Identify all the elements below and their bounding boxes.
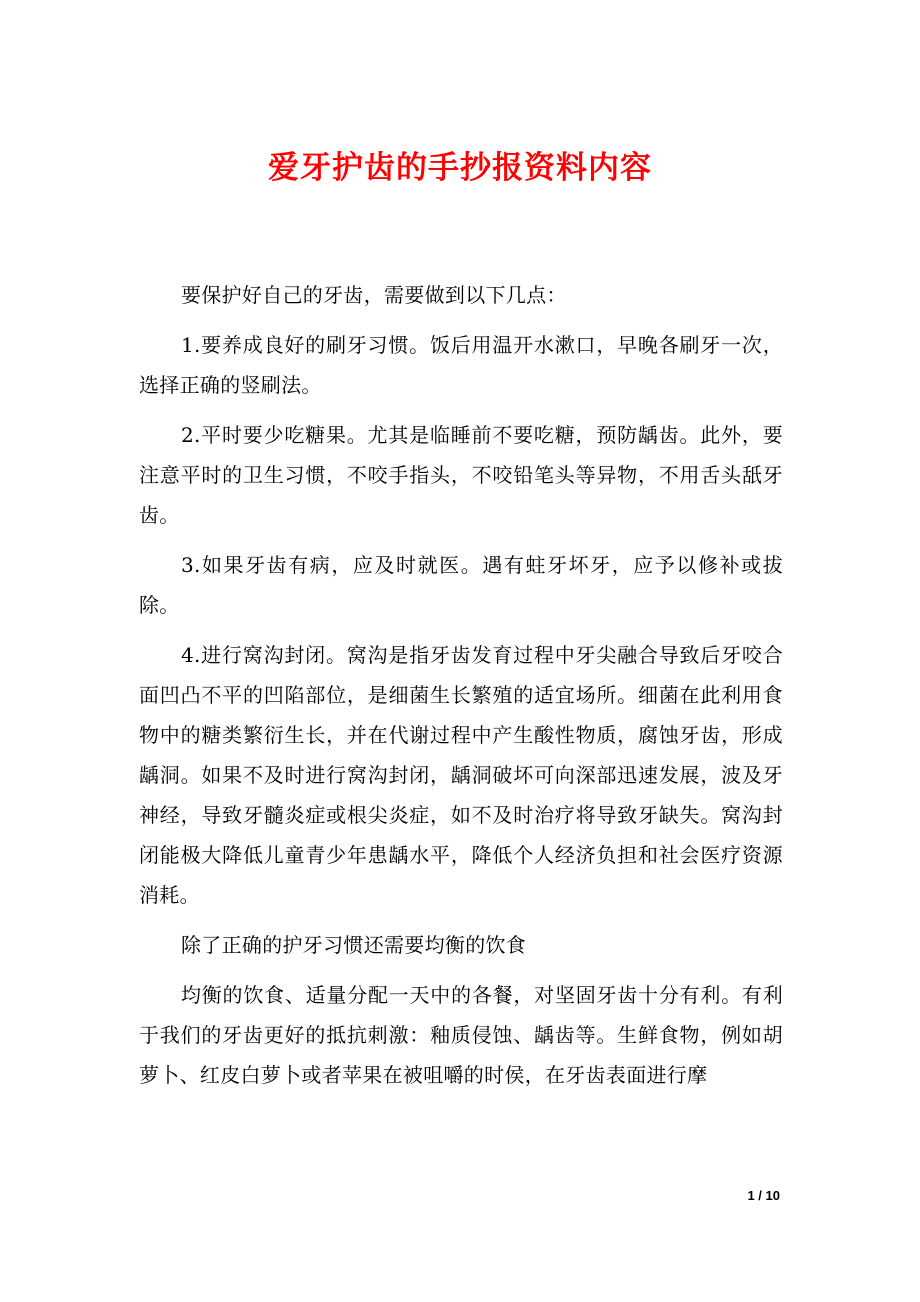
paragraph-point-3: 3.如果牙齿有病，应及时就医。遇有蛀牙坏牙，应予以修补或拔除。 [139, 553, 783, 617]
paragraph-intro: 要保护好自己的牙齿，需要做到以下几点： [181, 283, 567, 307]
document-title: 爱牙护齿的手抄报资料内容 [268, 150, 652, 186]
page-number: 1 / 10 [747, 1188, 780, 1203]
paragraph-point-1: 1.要养成良好的刷牙习惯。饭后用温开水漱口，早晚各刷牙一次，选择正确的竖刷法。 [139, 333, 783, 397]
paragraph-diet: 均衡的饮食、适量分配一天中的各餐，对坚固牙齿十分有利。有利于我们的牙齿更好的抵抗刺激：釉质侵蚀、龋齿等。生鲜食物，例如胡萝卜、红皮白萝卜或者苹果在被咀嚼的时侯，在牙齿表面进行摩 [139, 983, 783, 1087]
document-body [139, 275, 783, 1105]
paragraph-diet-heading: 除了正确的护牙习惯还需要均衡的饮食 [181, 933, 527, 957]
paragraph-point-2: 2.平时要少吃糖果。尤其是临睡前不要吃糖，预防龋齿。此外，要注意平时的卫生习惯，不咬手指头，不咬铅笔头等异物，不用舌头舐牙齿。 [139, 423, 783, 527]
paragraph-point-4: 4.进行窝沟封闭。窝沟是指牙齿发育过程中牙尖融合导致后牙咬合面凹凸不平的凹陷部位，是细菌生长繁殖的适宜场所。细菌在此利用食物中的糖类繁衍生长，并在代谢过程中产生酸性物质，腐蚀牙齿，形成龋洞。如果不及时进行窝沟封闭，龋洞破坏可向深部迅速发展，波及牙神经，导致牙髓炎症或根尖炎症，如不及时治疗将导致牙缺失。窝沟封闭能极大降低儿童青少年患龋水平，降低个人经济负担和社会医疗资源消耗。 [139, 643, 783, 907]
